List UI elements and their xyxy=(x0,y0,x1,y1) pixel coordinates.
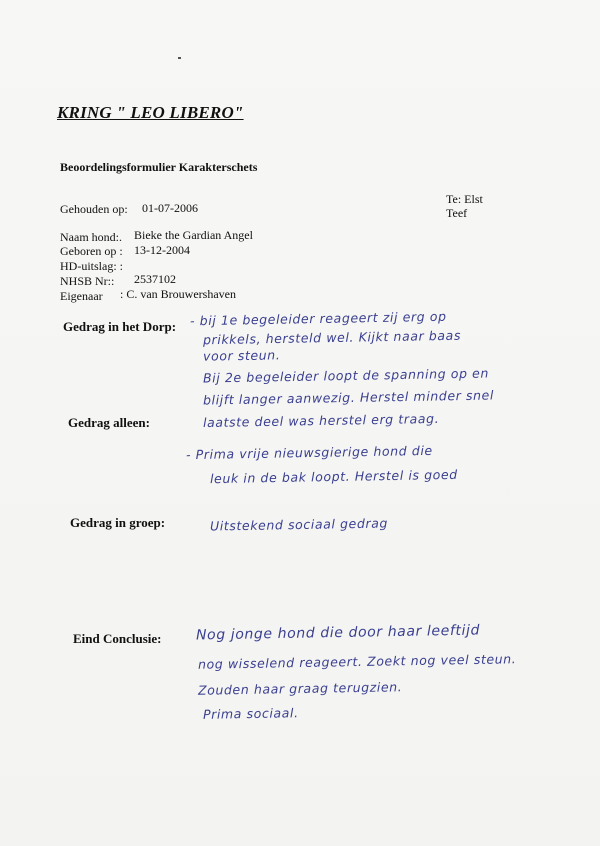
village-line: laatste deel was herstel erg traag. xyxy=(202,410,440,431)
village-behavior-label: Gedrag in het Dorp: xyxy=(63,319,177,334)
conclusion-line: Prima sociaal. xyxy=(202,705,299,722)
village-line: Bij 2e begeleider loopt de spanning op en xyxy=(202,365,490,386)
club-title: KRING " LEO LIBERO" xyxy=(57,103,244,122)
conclusion-line: nog wisselend reageert. Zoekt nog veel steun. xyxy=(197,651,517,672)
held-on-value: 01-07-2006 xyxy=(142,201,198,215)
nhsb-value: 2537102 xyxy=(134,272,176,286)
nhsb-label: NHSB Nr:: xyxy=(60,274,115,288)
form-title: Beoordelingsformulier Karakterschets xyxy=(60,160,258,174)
village-line: blijft langer aanwezig. Herstel minder snel xyxy=(202,387,495,408)
paper-speck xyxy=(178,57,181,59)
group-behavior-label: Gedrag in groep: xyxy=(70,515,166,530)
held-on-label: Gehouden op: xyxy=(60,202,128,216)
owner-label: Eigenaar xyxy=(60,289,103,303)
group-line: Uitstekend sociaal gedrag xyxy=(209,515,389,534)
hd-label: HD-uitslag: : xyxy=(60,259,123,273)
village-line: - bij 1e begeleider reageert zij erg op xyxy=(189,308,447,329)
owner-value: : C. van Brouwershaven xyxy=(120,287,236,301)
born-label: Geboren op : xyxy=(60,244,123,258)
sex: Teef xyxy=(446,206,468,220)
dog-name-value: Bieke the Gardian Angel xyxy=(134,228,253,242)
born-value: 13-12-2004 xyxy=(134,243,190,257)
alone-line: leuk in de bak loopt. Herstel is goed xyxy=(209,466,458,487)
village-line: prikkels, hersteld wel. Kijkt naar baas xyxy=(202,327,462,348)
alone-behavior-label: Gedrag alleen: xyxy=(68,415,150,430)
alone-line: - Prima vrije nieuwsgierige hond die xyxy=(185,442,433,463)
village-line: voor steun. xyxy=(202,347,281,364)
conclusion-line: Zouden haar graag terugzien. xyxy=(197,679,403,698)
dog-name-label: Naam hond:. xyxy=(60,230,122,244)
conclusion-line: Nog jonge hond die door haar leeftijd xyxy=(195,622,481,644)
conclusion-label: Eind Conclusie: xyxy=(73,631,162,646)
location: Te: Elst xyxy=(446,192,483,206)
